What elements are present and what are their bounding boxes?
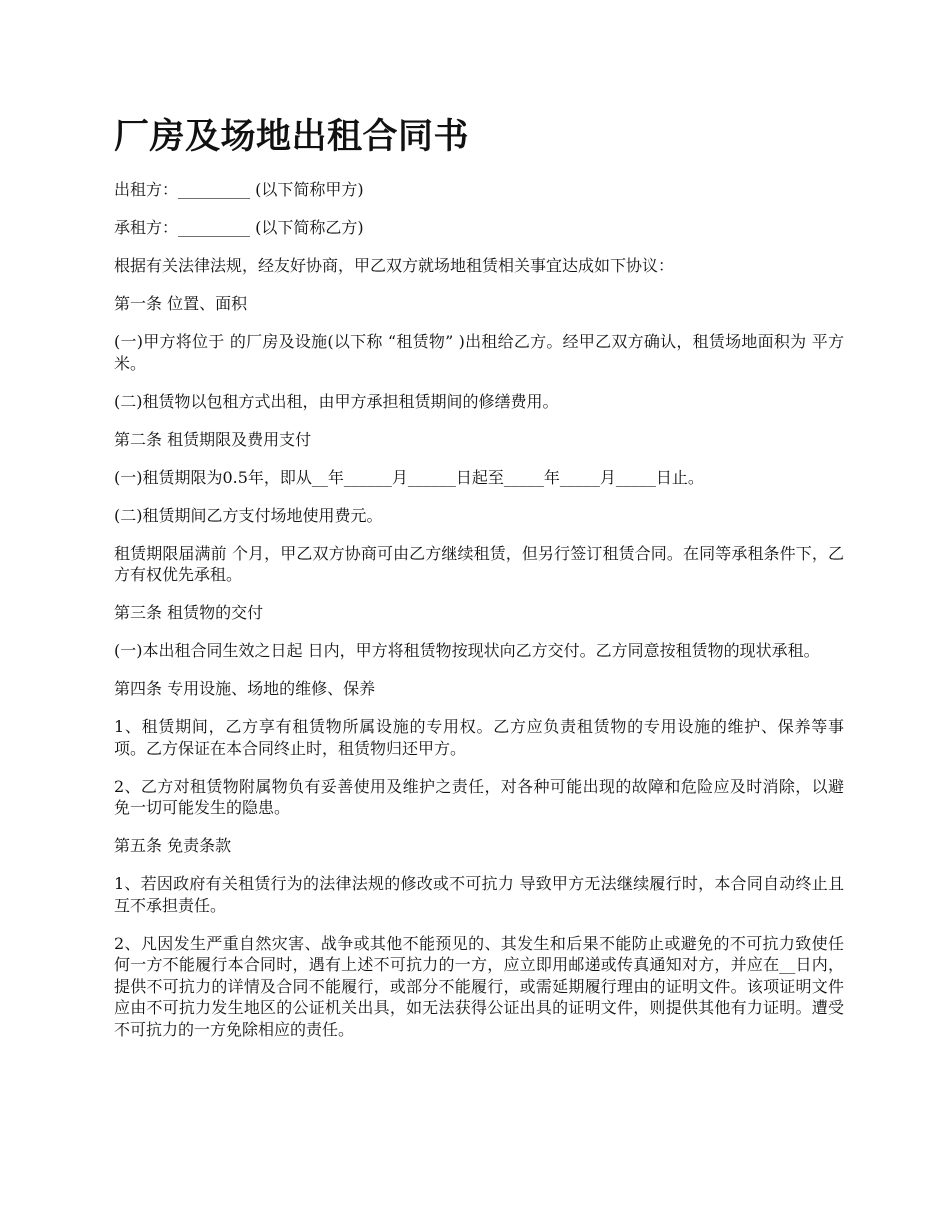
lessor-line: 出租方：_________ (以下简称甲方) xyxy=(114,180,364,199)
article-1-clause-1: (一)甲方将位于 的厂房及设施(以下称 “租赁物” )出租给乙方。经甲乙双方确认，租赁场地面积为 平方米。 xyxy=(114,332,844,373)
document-title: 厂房及场地出租合同书 xyxy=(114,116,470,157)
article-4-heading: 第四条 专用设施、场地的维修、保养 xyxy=(114,679,376,698)
document-body xyxy=(114,179,844,1057)
preamble: 根据有关法律法规，经友好协商，甲乙双方就场地租赁相关事宜达成如下协议： xyxy=(114,256,675,275)
article-4-clause-2: 2、乙方对租赁物附属物负有妥善使用及维护之责任，对各种可能出现的故障和危险应及时消除，以避免一切可能发生的隐患。 xyxy=(114,776,844,817)
article-4-clause-1: 1、租赁期间，乙方享有租赁物所属设施的专用权。乙方应负责租赁物的专用设施的维护、保养等事项。乙方保证在本合同终止时，租赁物归还甲方。 xyxy=(114,717,844,758)
article-5-clause-2: 2、凡因发生严重自然灾害、战争或其他不能预见的、其发生和后果不能防止或避免的不可抗力致使任何一方不能履行本合同时，遇有上述不可抗力的一方，应立即用邮递或传真通知对方，并应在__日内，提供不可抗力的详情及合同不能履行，或部分不能履行，或需延期履行理由的证明文件。该项证明文件应由不可抗力发生地区的公证机关出具，如无法获得公证出具的证明文件，则提供其他有力证明。遭受不可抗力的一方免除相应的责任。 xyxy=(114,933,844,1039)
article-1-clause-2: (二)租赁物以包租方式出租，由甲方承担租赁期间的修缮费用。 xyxy=(114,391,559,411)
article-5-heading: 第五条 免责条款 xyxy=(114,836,232,855)
article-1-heading: 第一条 位置、面积 xyxy=(114,294,248,313)
article-2-renewal: 租赁期限届满前 个月，甲乙双方协商可由乙方继续租赁，但另行签订租赁合同。在同等承租条件下，乙方有权优先承租。 xyxy=(114,543,844,584)
lessee-line: 承租方：_________ (以下简称乙方) xyxy=(114,218,364,237)
article-2-heading: 第二条 租赁期限及费用支付 xyxy=(114,429,312,449)
article-5-clause-1: 1、若因政府有关租赁行为的法律法规的修改或不可抗力 导致甲方无法继续履行时，本合同自动终止且互不承担责任。 xyxy=(114,874,844,915)
article-3-clause-1: (一)本出租合同生效之日起 日内，甲方将租赁物按现状向乙方交付。乙方同意按租赁物的现状承租。 xyxy=(114,641,820,660)
article-2-clause-2: (二)租赁期间乙方支付场地使用费元。 xyxy=(114,505,383,525)
article-3-heading: 第三条 租赁物的交付 xyxy=(114,603,264,622)
article-2-clause-1: (一)租赁期限为0.5年，即从__年______月______日起至_____年_____月_____日止。 xyxy=(114,467,704,487)
